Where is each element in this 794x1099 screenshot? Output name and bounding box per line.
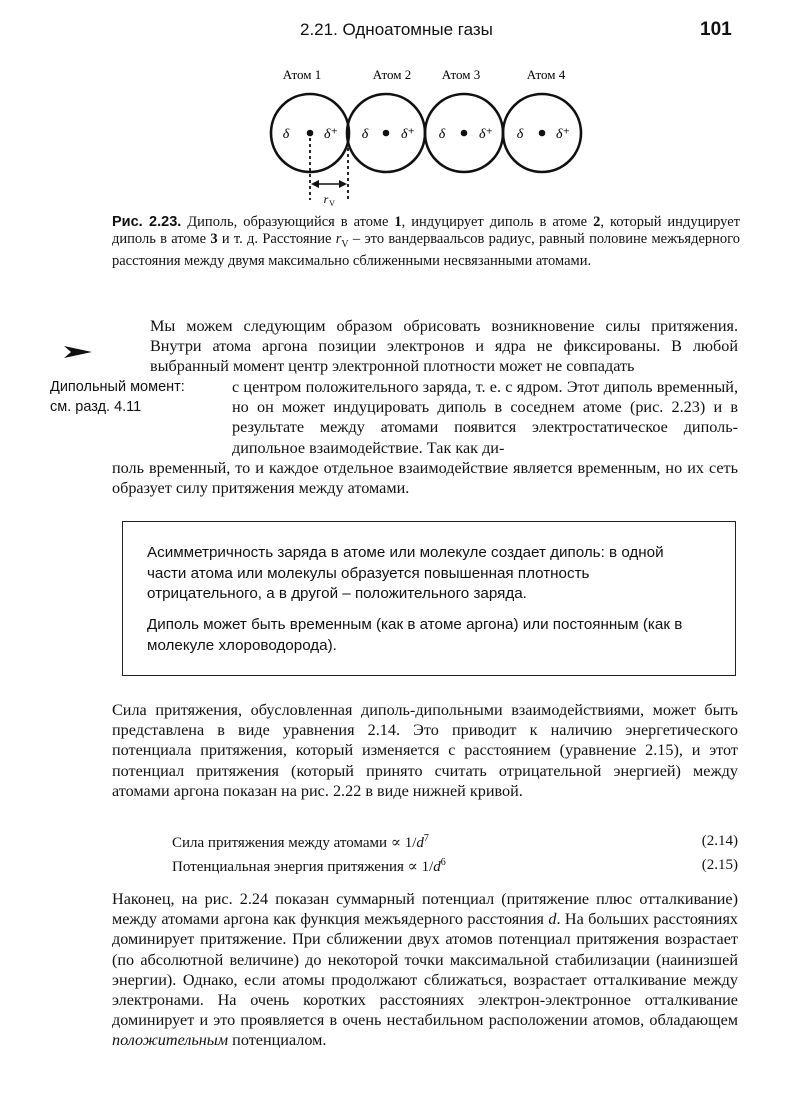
atom-label: Атом 2 (372, 67, 412, 82)
summary-box (122, 521, 736, 676)
dipole-figure (255, 60, 595, 220)
delta-minus: δ (438, 127, 446, 142)
summary-box-paragraph-2: Диполь может быть временным (как в атоме аргона) или постоянным (как в молекуле хлороводорода). (147, 616, 683, 654)
nucleus (461, 130, 468, 137)
delta-plus: δ⁺ (324, 127, 338, 142)
nucleus (307, 130, 314, 137)
delta-minus: δ (361, 127, 369, 142)
summary-box-paragraph-1: Асимметричность заряда в атоме или молекуле создает диполь: в одной части атома или молекулы образуется повышенная плотность отрицательного, а в другой – положительного заряда. (147, 544, 664, 602)
delta-minus: δ (282, 127, 290, 142)
delta-plus: δ⁺ (401, 127, 415, 142)
page-number: 101 (700, 19, 732, 40)
margin-arrow-icon (64, 345, 92, 364)
equation-2-15: Потенциальная энергия притяжения ∝ $1/d^6$ (2.15) (172, 857, 738, 875)
page-header (0, 0, 794, 44)
atom-label: Атом 4 (526, 67, 566, 82)
margin-note-line1: Дипольный момент: (50, 379, 185, 395)
paragraph-1-part-b: с центром положительного заряда, т. е. с ядром. Этот диполь временный, но он может индуцировать диполь в соседнем атоме (рис. 2.23) и в результате между атомами появится электростатическое диполь-дипольное взаимодействие. Так как ди- (232, 378, 738, 457)
section-title: 2.21. Одноатомные газы (300, 20, 493, 39)
equation-number: (2.14) (701, 833, 738, 849)
atom-label: Атом 1 (282, 67, 322, 82)
figure-caption: Рис. 2.23. Диполь, образующийся в атоме 1, индуцирует диполь в атоме 2, который индуцирует диполь в атоме 3 и т. д. Расстояние $r_V$ – это вандерваальсов радиус, равный половине межъядерного расстояния между двумя максимально сближенными несвязанными атомами. (112, 214, 741, 269)
nucleus (539, 130, 546, 137)
margin-note (50, 377, 225, 417)
paragraph-1-part-c: поль временный, то и каждое отдельное взаимодействие является временным, но их сеть образует силу притяжения между атомами. (112, 459, 738, 498)
atom-3 (425, 67, 503, 172)
paragraph-2: Сила притяжения, обусловленная диполь-дипольными взаимодействиями, может быть представлена в виде уравнения 2.14. Это приводит к наличию энергетического потенциала притяжения, который изменяется с расстоянием (уравнение 2.15), и этот потенциал притяжения (который принято считать отрицательной энергией) между атомами аргона показан на рис. 2.22 в виде нижней кривой. (112, 701, 738, 800)
atom-4 (503, 67, 581, 172)
emphasis: положительным (112, 1031, 229, 1050)
equation-2-14: Сила притяжения между атомами ∝ $1/d^7$ (2.14) (172, 833, 738, 851)
atom-2 (347, 67, 425, 172)
delta-plus: δ⁺ (556, 127, 570, 142)
radius-subscript: V (329, 199, 335, 208)
delta-plus: δ⁺ (479, 127, 493, 142)
caption-label: Рис. 2.23. (112, 214, 182, 230)
nucleus (383, 130, 390, 137)
atom-label: Атом 3 (441, 67, 481, 82)
margin-note-line2: см. разд. 4.11 (50, 399, 142, 416)
caption-symbol: r (335, 231, 342, 247)
paragraph-3: Наконец, на рис. 2.24 показан суммарный потенциал (притяжение плюс отталкивание) между атомами аргона как функция межъядерного расстояния d. На больших расстояниях доминирует притяжение. При сближении двух атомов потенциал притяжения возрастает (по абсолютной величине) до некоторой точки максимальной стабилизации (наинизшей энергии). Однако, если атомы продолжают сближаться, возрастает отталкивание между электронами. На очень коротких расстояниях электрон-электронное отталкивание доминирует и это проявляется в очень нестабильном расположении атомов, обладающем положительным потенциалом. (112, 890, 738, 1050)
delta-minus: δ (516, 127, 524, 142)
radius-label: r (323, 192, 329, 206)
paragraph-1-part-a: Мы можем следующим образом обрисовать возникновение силы притяжения. Внутри атома аргона позиции электронов и ядра не фиксированы. В любой выбранный момент центр электронной плотности может не совпадать (150, 317, 738, 376)
equation-number: (2.15) (701, 857, 738, 873)
